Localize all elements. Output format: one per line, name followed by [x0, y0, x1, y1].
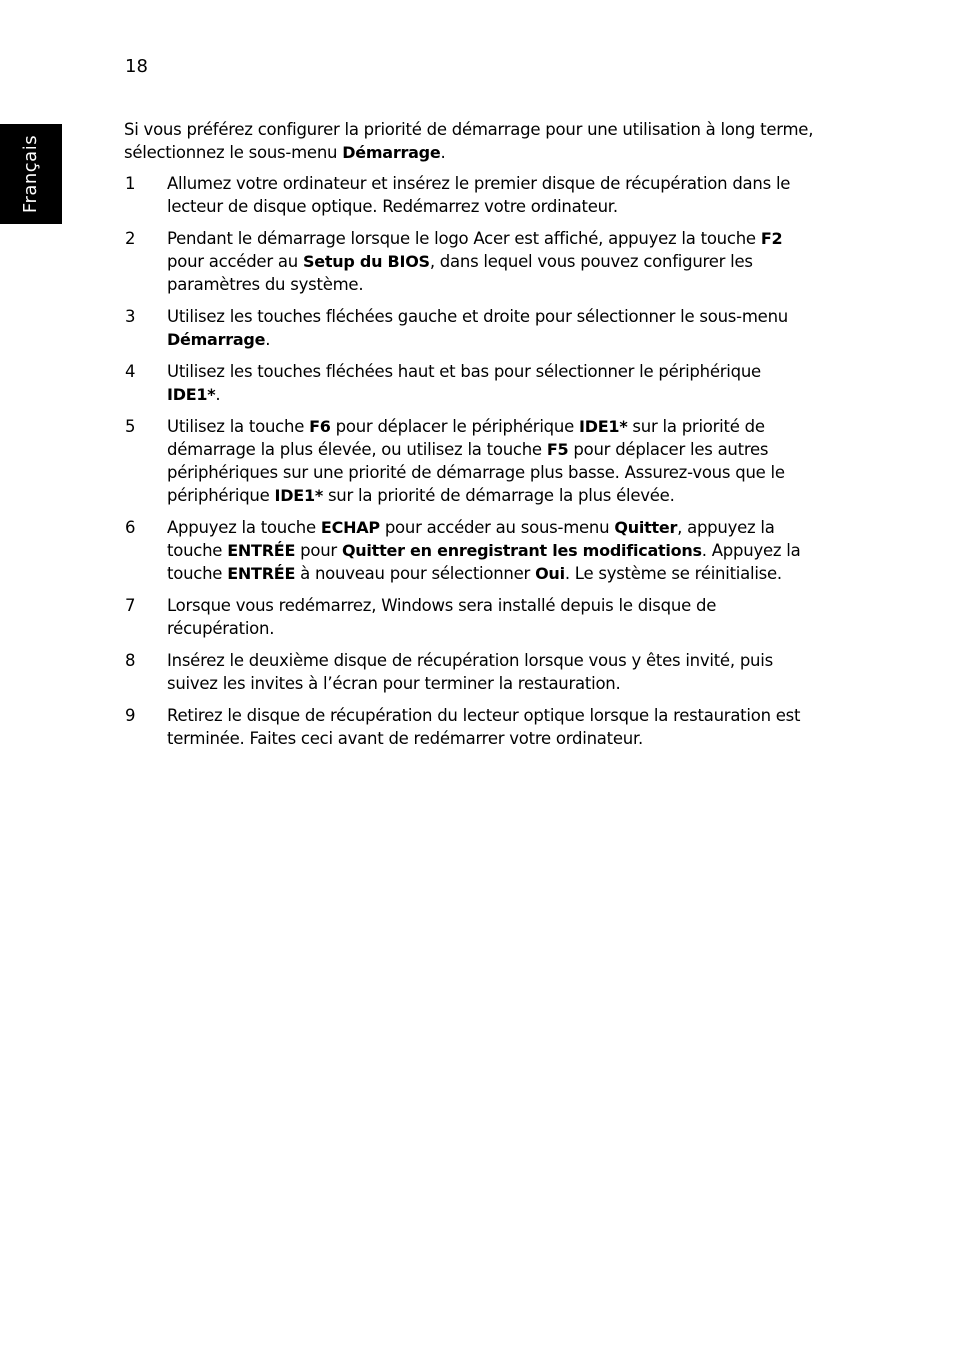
step-text-run: Utilisez les touches fléchées haut et bas pour sélectionner le périphérique — [167, 362, 761, 381]
step-bold-term: Quitter — [614, 518, 678, 537]
step-text-run: Pendant le démarrage lorsque le logo Acer est affiché, appuyez la touche — [167, 229, 761, 248]
step-text-run: Utilisez les touches fléchées gauche et droite pour sélectionner le sous-menu — [167, 307, 788, 326]
step-text-run: Retirez le disque de récupération du lecteur optique lorsque la restauration est terminée. Faites ceci avant de redémarrer votre ordinateur. — [167, 706, 801, 748]
step-bold-term: F5 — [546, 440, 569, 459]
step-number: 5 — [125, 417, 136, 436]
step-text-run: Lorsque vous redémarrez, Windows sera installé depuis le disque de récupération. — [167, 596, 717, 638]
step-bold-term: IDE1* — [579, 417, 628, 436]
step-item — [124, 305, 814, 351]
language-label: Français — [20, 134, 41, 214]
step-text-run: pour accéder au sous-menu — [379, 518, 615, 537]
steps-list — [124, 172, 814, 750]
step-text-run: , appuyez la touche — [167, 518, 775, 560]
step-bold-term: F6 — [309, 417, 331, 436]
intro-text: Si vous préférez configurer la priorité de démarrage pour une utilisation à long terme, sélectionnez le sous-menu — [124, 120, 814, 162]
step-text — [167, 415, 814, 507]
step-text — [167, 649, 814, 695]
step-text-run: sur la priorité de démarrage la plus élevée, ou utilisez la touche — [167, 417, 765, 459]
step-text-run: . Appuyez la touche — [167, 541, 801, 583]
step-text — [167, 516, 814, 585]
step-text — [167, 227, 814, 296]
step-bold-term: ENTRÉE — [227, 541, 296, 560]
step-item — [124, 172, 814, 218]
step-item — [124, 415, 814, 507]
step-item — [124, 594, 814, 640]
step-bold-term: Setup du BIOS — [302, 252, 430, 271]
document-body — [124, 118, 814, 759]
step-text-run: pour déplacer le périphérique — [330, 417, 580, 436]
step-number: 4 — [125, 362, 136, 381]
step-bold-term: F2 — [760, 229, 783, 248]
step-bold-term: IDE1* — [274, 486, 323, 505]
step-bold-term: Quitter en enregistrant les modifications — [341, 541, 702, 560]
step-text-run: Appuyez la touche — [167, 518, 321, 537]
language-side-tab — [0, 124, 62, 224]
step-text — [167, 704, 814, 750]
step-item — [124, 704, 814, 750]
step-text-run: Insérez le deuxième disque de récupération lorsque vous y êtes invité, puis suivez les invites à l’écran pour terminer la restauration. — [167, 651, 773, 693]
step-text — [167, 172, 814, 218]
step-text-run: Utilisez la touche — [167, 417, 310, 436]
step-number: 1 — [125, 174, 136, 193]
intro-bold-term: Démarrage — [342, 143, 441, 162]
step-item — [124, 360, 814, 406]
step-bold-term: IDE1* — [167, 385, 216, 404]
step-text-run: pour accéder au — [167, 252, 303, 271]
step-text-run: à nouveau pour sélectionner — [295, 564, 536, 583]
step-bold-term: ECHAP — [320, 518, 380, 537]
step-item — [124, 227, 814, 296]
step-bold-term: Oui — [535, 564, 565, 583]
step-text-run: . — [215, 385, 221, 404]
intro-paragraph — [124, 118, 814, 164]
step-text-run: Allumez votre ordinateur et insérez le premier disque de récupération dans le lecteur de disque optique. Redémarrez votre ordinateur. — [167, 174, 791, 216]
step-number: 9 — [125, 706, 136, 725]
step-item — [124, 516, 814, 585]
step-text-run: pour déplacer les autres périphériques sur une priorité de démarrage plus basse. Assurez-vous que le périphérique — [167, 440, 785, 505]
step-text-run: sur la priorité de démarrage la plus élevée. — [322, 486, 675, 505]
step-item — [124, 649, 814, 695]
step-number: 6 — [125, 518, 136, 537]
step-text — [167, 594, 814, 640]
step-number: 7 — [125, 596, 136, 615]
step-text-run: . Le système se réinitialise. — [564, 564, 782, 583]
intro-text-end: . — [440, 143, 446, 162]
page-number: 18 — [125, 56, 148, 77]
step-text — [167, 305, 814, 351]
step-bold-term: ENTRÉE — [227, 564, 296, 583]
step-bold-term: Démarrage — [167, 330, 266, 349]
step-text-run: . — [265, 330, 271, 349]
step-text — [167, 360, 814, 406]
step-text-run: , dans lequel vous pouvez configurer les paramètres du système. — [167, 252, 753, 294]
step-number: 8 — [125, 651, 136, 670]
step-number: 2 — [125, 229, 136, 248]
step-text-run: pour — [295, 541, 342, 560]
step-number: 3 — [125, 307, 136, 326]
